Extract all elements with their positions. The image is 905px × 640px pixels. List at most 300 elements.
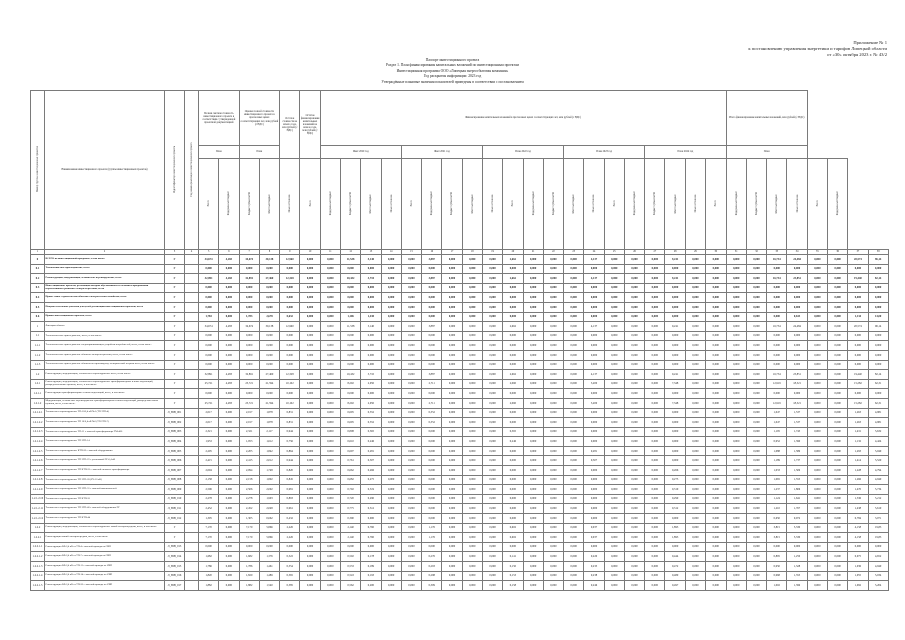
value-cell: 0,000: [706, 418, 727, 428]
value-cell: 0,000: [584, 475, 604, 485]
value-cell: 0,000: [685, 475, 705, 485]
column-number: 11: [320, 250, 340, 255]
value-cell: 0,000: [219, 514, 239, 524]
value-cell: 0,000: [726, 408, 746, 418]
value-cell: 0,000: [442, 302, 462, 312]
value-cell: 0,281: [361, 446, 381, 456]
value-cell: 0,000: [462, 494, 482, 504]
value-cell: 0,000: [381, 370, 401, 380]
value-cell: 1,438: [848, 504, 868, 514]
value-cell: 0,000: [604, 322, 624, 332]
value-cell: 0,000: [442, 552, 462, 562]
row-year: [185, 408, 199, 418]
value-cell: 0,000: [685, 514, 705, 524]
value-cell: 0,000: [645, 322, 665, 332]
value-cell: 0,000: [259, 360, 279, 370]
value-cell: 19,440: [848, 274, 868, 284]
value-cell: 0,000: [462, 446, 482, 456]
value-cell: 0,000: [300, 427, 320, 437]
value-cell: 0,000: [624, 456, 644, 466]
value-cell: 0,000: [685, 370, 705, 380]
row-name: Техническое перевооружение ТП ЗТП-28 (РУ-10 кВ): [45, 475, 165, 485]
value-cell: 0,000: [726, 418, 746, 428]
sub-header: Иные источники: [482, 159, 502, 250]
value-cell: 30,138: [259, 255, 279, 265]
value-cell: 0,000: [523, 475, 543, 485]
value-cell: 0,000: [320, 437, 340, 447]
row-year: [185, 494, 199, 504]
value-cell: 0,937: [584, 523, 604, 533]
value-cell: 0,000: [706, 485, 727, 495]
row-name: Реконструкция ВЛ-0,4 кВ от ТП-14 с заменой провода на СИП: [45, 571, 165, 581]
value-cell: 0,000: [564, 523, 584, 533]
value-cell: 0,000: [807, 255, 827, 265]
value-cell: 0,000: [219, 331, 239, 341]
value-cell: 0,000: [564, 360, 584, 370]
value-cell: 21,594: [259, 379, 279, 389]
value-cell: 0,000: [523, 389, 543, 399]
value-cell: 0,000: [807, 514, 827, 524]
column-number: 14: [381, 250, 401, 255]
value-cell: 0,522: [280, 552, 300, 562]
value-cell: 0,497: [665, 581, 685, 591]
value-cell: 0,000: [685, 398, 705, 408]
value-cell: 0,000: [320, 331, 340, 341]
value-cell: 0,266: [361, 466, 381, 476]
value-cell: 0,000: [381, 446, 401, 456]
value-cell: 0,000: [482, 341, 502, 351]
value-cell: 0,000: [564, 293, 584, 303]
value-cell: 0,000: [320, 466, 340, 476]
table-row: [31, 389, 889, 399]
value-cell: 0,000: [726, 264, 746, 274]
value-cell: 0,000: [340, 360, 360, 370]
sub-header: Местный бюджет: [259, 159, 279, 250]
value-cell: 0,000: [665, 514, 685, 524]
column-number: 5: [199, 250, 219, 255]
value-cell: 0,000: [665, 446, 685, 456]
value-cell: 0,000: [564, 485, 584, 495]
value-cell: 0,000: [219, 552, 239, 562]
value-cell: 0,000: [645, 341, 665, 351]
value-cell: 0,000: [340, 341, 360, 351]
value-cell: 0,000: [482, 418, 502, 428]
value-cell: 20,574: [848, 322, 868, 332]
value-cell: 0,000: [300, 475, 320, 485]
row-id: Л_ЮВ_015: [165, 562, 185, 572]
sub-header: Иные источники: [584, 159, 604, 250]
value-cell: 0,000: [259, 264, 279, 274]
column-number: 35: [807, 250, 827, 255]
value-cell: 1,737: [787, 456, 807, 466]
value-cell: 1,176: [422, 533, 442, 543]
value-cell: 0,000: [523, 514, 543, 524]
row-name: Модернизация, техническое перевооружение трансформаторных и иных подстанций, распределительных пунктов, всего, в том числе:: [45, 398, 165, 408]
value-cell: 0,000: [523, 581, 543, 591]
value-cell: 0,000: [280, 341, 300, 351]
value-cell: 0,662: [340, 466, 360, 476]
value-cell: 1,612: [259, 437, 279, 447]
row-id: Г: [165, 398, 185, 408]
value-cell: 30,138: [259, 322, 279, 332]
value-cell: 1,376: [259, 552, 279, 562]
value-cell: 0,000: [503, 331, 523, 341]
col-id-header: Идентификатор инвестиционного проекта: [165, 91, 185, 250]
value-cell: 0,000: [746, 302, 766, 312]
value-cell: 0,000: [848, 360, 868, 370]
value-cell: 0,000: [219, 466, 239, 476]
value-cell: 0,937: [584, 533, 604, 543]
value-cell: 0,000: [422, 341, 442, 351]
value-cell: 0,000: [726, 475, 746, 485]
value-cell: 0,000: [564, 504, 584, 514]
value-cell: 0,000: [543, 475, 563, 485]
value-cell: 0,000: [787, 293, 807, 303]
value-cell: 0,178: [361, 552, 381, 562]
value-cell: 0,000: [280, 283, 300, 293]
table-row: [31, 312, 889, 322]
value-cell: 0,000: [320, 562, 340, 572]
row-number: 1.2.2.1: [31, 533, 45, 543]
value-cell: 0,000: [787, 389, 807, 399]
row-year: [185, 523, 199, 533]
year-header: План 2024 год: [645, 146, 726, 159]
value-cell: 0,000: [564, 302, 584, 312]
value-cell: 0,141: [503, 552, 523, 562]
value-cell: 0,000: [624, 552, 644, 562]
document-title: [0, 58, 905, 85]
value-cell: 0,662: [259, 514, 279, 524]
row-year: [185, 456, 199, 466]
column-number: 23: [564, 250, 584, 255]
value-cell: 1,431: [848, 427, 868, 437]
value-cell: 0,000: [848, 389, 868, 399]
value-cell: 0,000: [300, 542, 320, 552]
value-cell: 0,000: [300, 341, 320, 351]
value-cell: 1,237: [767, 485, 787, 495]
value-cell: 0,000: [482, 581, 502, 591]
value-cell: 0,000: [280, 293, 300, 303]
row-number: 0: [31, 255, 45, 265]
value-cell: 0,000: [482, 398, 502, 408]
value-cell: 0,000: [665, 360, 685, 370]
value-cell: 23,851: [787, 274, 807, 284]
value-cell: 4,158: [848, 523, 868, 533]
value-cell: 0,981: [280, 485, 300, 495]
value-cell: 0,000: [624, 398, 644, 408]
value-cell: 0,000: [564, 389, 584, 399]
value-cell: 0,000: [604, 360, 624, 370]
value-cell: 0,000: [259, 341, 279, 351]
value-cell: 0,000: [746, 571, 766, 581]
value-cell: 0,000: [604, 331, 624, 341]
value-cell: 0,000: [807, 562, 827, 572]
value-cell: 0,000: [482, 322, 502, 332]
value-cell: 0,000: [685, 293, 705, 303]
value-cell: 0,000: [604, 571, 624, 581]
value-cell: 96,14: [868, 322, 888, 332]
row-year: [185, 264, 199, 274]
value-cell: 0,000: [726, 370, 746, 380]
table-row: [31, 274, 889, 284]
value-cell: 0,000: [685, 283, 705, 293]
sub-header: Всего: [300, 159, 320, 250]
row-name: Прочие инвестиционные проекты, всего: [45, 312, 165, 322]
column-number: 32: [746, 250, 766, 255]
row-year: [185, 475, 199, 485]
row-name: Техническое перевооружение ТП-11 с заменой трансформатора ТМ-400: [45, 427, 165, 437]
value-cell: 5,866: [259, 523, 279, 533]
value-cell: 0,000: [706, 562, 727, 572]
value-cell: 0,000: [807, 437, 827, 447]
value-cell: 0,000: [543, 255, 563, 265]
value-cell: 0,000: [320, 542, 340, 552]
value-cell: 0,000: [767, 542, 787, 552]
value-cell: 0,000: [584, 408, 604, 418]
value-cell: 0,000: [564, 418, 584, 428]
value-cell: 0,000: [239, 542, 259, 552]
value-cell: 0,000: [665, 427, 685, 437]
value-cell: 4,137: [584, 322, 604, 332]
value-cell: 0,000: [442, 581, 462, 591]
value-cell: 0,000: [624, 418, 644, 428]
value-cell: 0,153: [503, 571, 523, 581]
value-cell: 0,000: [199, 341, 219, 351]
value-cell: 9,241: [665, 322, 685, 332]
value-cell: 2,017: [239, 408, 259, 418]
value-cell: 1,189: [767, 456, 787, 466]
value-cell: 0,000: [442, 379, 462, 389]
plan-cost-header: Полная сметная стоимость инвестиционного проекта в соответствии с утвержденной проектной документацией: [199, 91, 240, 146]
value-cell: 1,540: [259, 581, 279, 591]
value-cell: 0,000: [685, 379, 705, 389]
row-year: [185, 437, 199, 447]
value-cell: 0,543: [340, 571, 360, 581]
value-cell: 1,509: [787, 466, 807, 476]
value-cell: 0,000: [503, 475, 523, 485]
value-cell: 0,000: [401, 283, 421, 293]
value-cell: 0,000: [401, 514, 421, 524]
value-cell: 0,365: [503, 427, 523, 437]
value-cell: 0,000: [746, 418, 766, 428]
value-cell: 0,000: [401, 360, 421, 370]
value-cell: 0,000: [482, 456, 502, 466]
row-name: Техническое перевооружение ТП ЗТП-14: [45, 437, 165, 447]
value-cell: 0,000: [503, 542, 523, 552]
value-cell: 0,000: [320, 446, 340, 456]
value-cell: 0,000: [685, 437, 705, 447]
value-cell: 0,000: [401, 264, 421, 274]
value-cell: 0,000: [442, 274, 462, 284]
value-cell: 0,000: [685, 571, 705, 581]
table-row: [31, 331, 889, 341]
table-row: [31, 571, 889, 581]
value-cell: 0,000: [807, 446, 827, 456]
value-cell: 0,000: [706, 379, 727, 389]
value-cell: 24,484: [787, 322, 807, 332]
value-cell: 0,000: [482, 408, 502, 418]
value-cell: 0,000: [604, 274, 624, 284]
value-cell: 0,000: [868, 283, 888, 293]
value-cell: 0,000: [300, 302, 320, 312]
value-cell: 0,000: [401, 571, 421, 581]
column-number: 3: [165, 250, 185, 255]
value-cell: 0,000: [300, 398, 320, 408]
value-cell: 4,424: [868, 437, 888, 447]
value-cell: 0,000: [259, 283, 279, 293]
row-number: 0.5: [31, 302, 45, 312]
value-cell: 0,000: [746, 504, 766, 514]
value-cell: 0,000: [604, 533, 624, 543]
value-cell: 0,864: [280, 446, 300, 456]
value-cell: 0,000: [320, 504, 340, 514]
value-cell: 0,000: [624, 389, 644, 399]
value-cell: 0,000: [665, 331, 685, 341]
value-cell: 5,520: [868, 456, 888, 466]
sub-header: Всего: [706, 159, 727, 250]
value-cell: 0,000: [199, 389, 219, 399]
value-cell: 0,000: [807, 485, 827, 495]
value-cell: 0,000: [381, 552, 401, 562]
value-cell: 0,000: [827, 485, 847, 495]
value-cell: 11,538: [340, 255, 360, 265]
value-cell: 0,000: [746, 427, 766, 437]
value-cell: 0,562: [340, 581, 360, 591]
value-cell: 0,000: [645, 312, 665, 322]
value-cell: 0,000: [523, 264, 543, 274]
value-cell: 0,000: [381, 293, 401, 303]
value-cell: 0,000: [726, 581, 746, 591]
value-cell: 0,000: [827, 542, 847, 552]
row-number: 1.2.1.2.7: [31, 466, 45, 476]
row-id: Г: [165, 389, 185, 399]
value-cell: 0,000: [422, 542, 442, 552]
value-cell: 0,000: [827, 264, 847, 274]
value-cell: 0,000: [685, 350, 705, 360]
value-cell: 0,000: [482, 312, 502, 322]
value-cell: 0,000: [381, 360, 401, 370]
value-cell: 0,000: [239, 341, 259, 351]
value-cell: 0,000: [746, 293, 766, 303]
value-cell: 0,000: [482, 475, 502, 485]
value-cell: 18,521: [787, 398, 807, 408]
value-cell: 0,000: [807, 350, 827, 360]
value-cell: 0,000: [300, 312, 320, 322]
value-cell: 0,000: [685, 446, 705, 456]
row-number: 1.2.1.2.12: [31, 514, 45, 524]
row-id: Г: [165, 370, 185, 380]
value-cell: 0,000: [442, 341, 462, 351]
value-cell: 2,662: [503, 322, 523, 332]
value-cell: 0,000: [746, 360, 766, 370]
year-header: Факт 2021 год: [401, 146, 482, 159]
value-cell: 0,000: [482, 494, 502, 504]
value-cell: 7,348: [665, 398, 685, 408]
resolution-date: от «30» октября 2023 г. № 43/2: [827, 52, 887, 58]
value-cell: 1,783: [239, 312, 259, 322]
row-number: 1.1.1: [31, 341, 45, 351]
value-cell: 0,000: [219, 389, 239, 399]
value-cell: 0,000: [604, 562, 624, 572]
value-cell: 1,124: [767, 494, 787, 504]
value-cell: 12,919: [767, 379, 787, 389]
value-cell: 0,000: [726, 571, 746, 581]
value-cell: 0,000: [219, 542, 239, 552]
value-cell: 0,000: [381, 398, 401, 408]
column-number: 27: [645, 250, 665, 255]
value-cell: 0,000: [199, 302, 219, 312]
value-cell: 0,246: [361, 437, 381, 447]
value-cell: 0,000: [422, 514, 442, 524]
row-id: Г: [165, 341, 185, 351]
value-cell: 0,000: [503, 514, 523, 524]
value-cell: 0,000: [239, 389, 259, 399]
value-cell: 0,000: [543, 494, 563, 504]
value-cell: 0,000: [381, 523, 401, 533]
value-cell: 0,189: [361, 562, 381, 572]
value-cell: 0,000: [787, 264, 807, 274]
value-cell: 0,000: [787, 350, 807, 360]
value-cell: 0,000: [300, 408, 320, 418]
row-number: 1.2.1.2.10: [31, 494, 45, 504]
value-cell: 0,000: [706, 341, 727, 351]
col-year-header: Год начала реализации инвестиционного проекта: [185, 91, 199, 250]
column-number: 16: [422, 250, 442, 255]
value-cell: 1,842: [259, 446, 279, 456]
value-cell: 0,000: [482, 360, 502, 370]
column-number: 29: [685, 250, 705, 255]
table-row: [31, 562, 889, 572]
value-cell: 0,000: [645, 494, 665, 504]
value-cell: 0,000: [401, 408, 421, 418]
value-cell: 0,000: [564, 370, 584, 380]
value-cell: 0,000: [685, 389, 705, 399]
value-cell: 0,000: [767, 360, 787, 370]
value-cell: 0,000: [320, 456, 340, 466]
value-cell: 0,000: [604, 408, 624, 418]
value-cell: 0,000: [807, 571, 827, 581]
value-cell: 0,000: [442, 293, 462, 303]
value-cell: 0,000: [706, 475, 727, 485]
value-cell: 0,000: [381, 389, 401, 399]
value-cell: 0,000: [827, 562, 847, 572]
value-cell: 0,000: [381, 514, 401, 524]
value-cell: 0,000: [685, 504, 705, 514]
value-cell: 0,000: [604, 293, 624, 303]
value-cell: 0,000: [726, 389, 746, 399]
value-cell: 0,000: [543, 466, 563, 476]
value-cell: 12,960: [280, 322, 300, 332]
table-row: [31, 437, 889, 447]
value-cell: 0,000: [442, 437, 462, 447]
value-cell: 0,831: [280, 418, 300, 428]
value-cell: 0,000: [422, 302, 442, 312]
row-name: Техническое перевооружение ТП ЗТП-40 с заменой оборудования РУ: [45, 504, 165, 514]
value-cell: 0,000: [523, 255, 543, 265]
value-cell: 0,000: [442, 427, 462, 437]
value-cell: 0,000: [543, 398, 563, 408]
value-cell: 0,000: [543, 379, 563, 389]
value-cell: 0,000: [219, 475, 239, 485]
row-year: [185, 466, 199, 476]
value-cell: 9,241: [665, 255, 685, 265]
column-number: 19: [482, 250, 502, 255]
value-cell: 1,802: [259, 475, 279, 485]
value-cell: 1,786: [199, 562, 219, 572]
value-cell: 0,000: [219, 283, 239, 293]
row-id: Л_ЮВ_006: [165, 456, 185, 466]
value-cell: 0,000: [239, 302, 259, 312]
